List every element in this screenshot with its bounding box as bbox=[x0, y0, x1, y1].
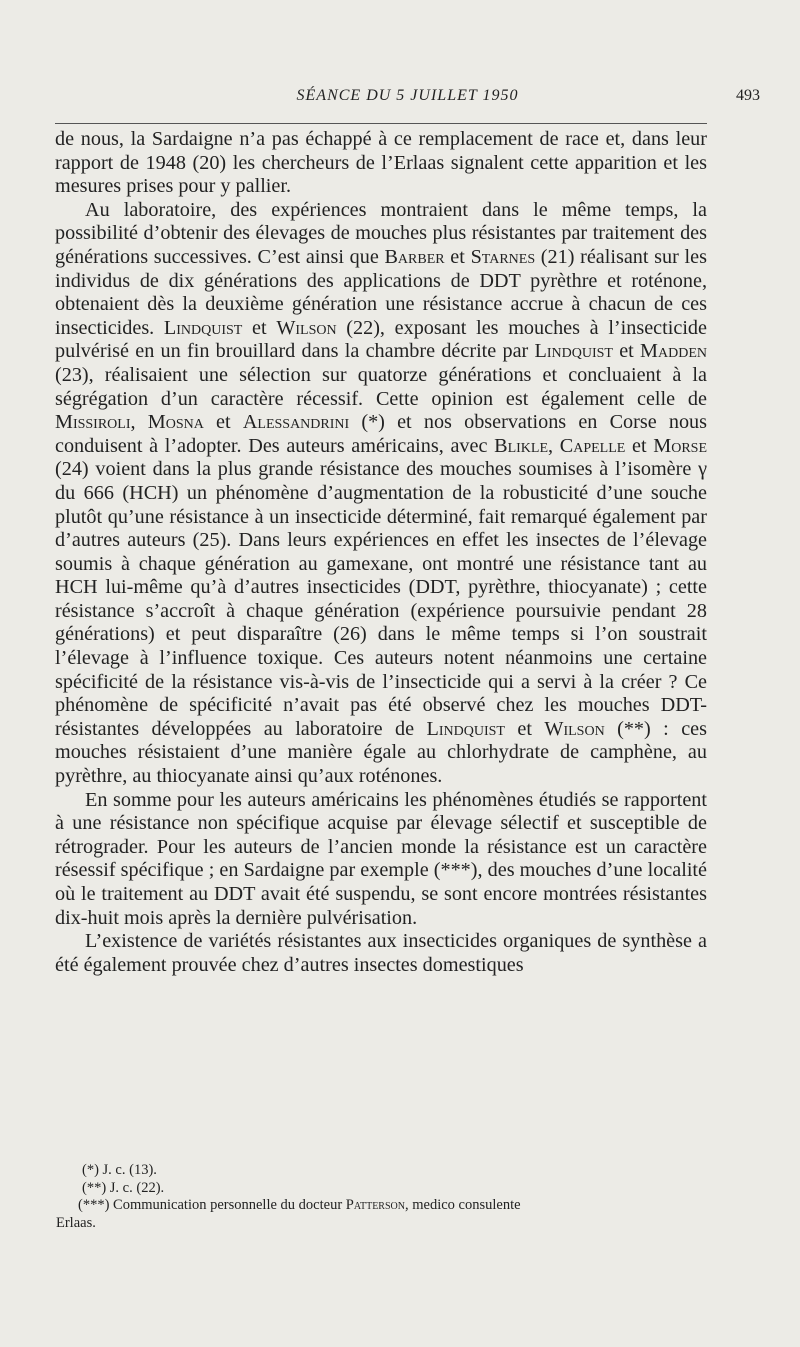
paragraph-3 bbox=[55, 789, 707, 931]
author-name: Patterson bbox=[345, 1197, 405, 1213]
paragraph-1 bbox=[55, 128, 707, 199]
text-run: , bbox=[548, 434, 560, 457]
footnote-2: (**) J. c. (22). bbox=[82, 1179, 165, 1196]
text-run: L’existence de variétés résistantes aux insecticides organiques de synthèse a été également prouvée chez d’autres insectes domestiques bbox=[55, 930, 707, 976]
running-title: SÉANCE DU 5 JUILLET 1950 bbox=[296, 87, 519, 104]
text-run: de nous, la Sardaigne n’a pas échappé à ce remplacement de race et, dans leur rapport de 1948 (20) les chercheurs de l’Erlaas signalent cette apparition et les mesures prises pour y pallier. bbox=[55, 128, 707, 198]
text-run: (23), réalisaient une sélection sur quatorze générations et concluaient à la ségrégation d’un caractère récessif. Cette opinion est également celle de bbox=[55, 363, 707, 410]
page-header bbox=[55, 87, 760, 117]
author-name: Madden bbox=[640, 340, 707, 363]
paragraph-2 bbox=[55, 199, 707, 789]
author-name: Capelle bbox=[559, 434, 626, 457]
text-run: (24) voient dans la plus grande résistance des mouches soumises à l’isomère γ du 666 (HCH) un phénomène d’augmentation de la robusticité d’une souche plutôt qu’une résistance à un insecticide déterminé, fait remarqué également par d’autres auteurs (25). Dans leurs expériences en effet les insectes de l’élevage soumis à chaque génération au gamexane, ont montré une résistance tant au HCH lui-même qu’à d’autres insecticides (DDT, pyrèthre, thiocyanate) ; cette résistance s’accroît à chaque génération (expérience poursuivie pendant 28 générations) et peut disparaître (26) dans le même temps si l’on soustrait l’élevage à l’influence toxique. Ces auteurs notent néanmoins une certaine spécificité de la résistance vis-à-vis de l’insecticide qui a servi à la créer ? Ce phénomène de spécificité n’avait pas été observé chez les mouches DDT-résistantes développées au laboratoire de bbox=[55, 458, 707, 740]
text-run: (21) réalisant sur les individus de dix générations des applications de DDT pyrèthre et roténone, obtenaient dès la deuxième génération une résistance accrue à chacun de ces insecticides. bbox=[55, 245, 707, 339]
text-run: et bbox=[612, 340, 641, 363]
footnote-1: (*) J. c. (13). bbox=[82, 1162, 157, 1178]
text-run: En somme pour les auteurs américains les phénomènes étudiés se rapportent à une résistance non spécifique acquise par élevage sélectif et susceptible de rétrograder. Pour les auteurs de l’ancien monde la résistance est un caractère résessif spécifique ; en Sardaigne par exemple (***), des mouches d’une localité où le traitement au DDT avait été suspendu, se sont encore montrées résistantes dix-huit mois après la dernière pulvérisation. bbox=[55, 788, 707, 929]
body-text bbox=[55, 128, 707, 977]
author-name: Starnes bbox=[470, 245, 536, 268]
footnote-3 bbox=[78, 1197, 707, 1215]
author-name: Wilson bbox=[544, 717, 605, 740]
author-name: Barber bbox=[384, 245, 445, 268]
text-run: (**) : ces mouches résistaient d’une manière égale au chlorhydrate de camphène, au pyrèthre, au thiocyanate ainsi qu’aux roténones. bbox=[55, 717, 707, 788]
header-rule bbox=[55, 123, 707, 124]
text-run: (22), exposant les mouches à l’insecticide pulvérisé en un fin brouillard dans la chambre décrite par bbox=[55, 316, 707, 363]
author-name: Mosna bbox=[147, 411, 204, 434]
text-run: et bbox=[504, 717, 545, 740]
author-name: Lindquist bbox=[163, 316, 243, 339]
author-name: Blikle bbox=[494, 434, 549, 457]
footnote-3-continuation: Erlaas. bbox=[56, 1214, 96, 1231]
page-number: 493 bbox=[736, 87, 760, 104]
author-name: Morse bbox=[653, 434, 708, 457]
author-name: Lindquist bbox=[534, 340, 613, 363]
text-run: et bbox=[444, 245, 471, 268]
text-run: , bbox=[130, 411, 148, 434]
text-run: , medico consulente bbox=[404, 1197, 521, 1213]
text-run: et bbox=[242, 316, 277, 339]
paragraph-4 bbox=[55, 930, 707, 977]
text-run: (***) Communication personnelle du docteur bbox=[78, 1197, 346, 1213]
text-run: et bbox=[203, 411, 243, 434]
author-name: Lindquist bbox=[426, 717, 505, 740]
footnotes bbox=[56, 1162, 707, 1232]
author-name: Alessandrini bbox=[242, 411, 350, 434]
text-run: Au laboratoire, des expériences montraient dans le même temps, la possibilité d’obtenir des élevages de mouches plus résistantes par traitement des générations successives. C’est ainsi que bbox=[55, 198, 707, 268]
author-name: Missiroli bbox=[55, 411, 131, 434]
text-run: et bbox=[625, 434, 654, 457]
text-run: (*) et nos observations en Corse nous conduisent à l’adopter. Des auteurs américains, avec bbox=[55, 411, 708, 457]
author-name: Wilson bbox=[276, 316, 337, 339]
